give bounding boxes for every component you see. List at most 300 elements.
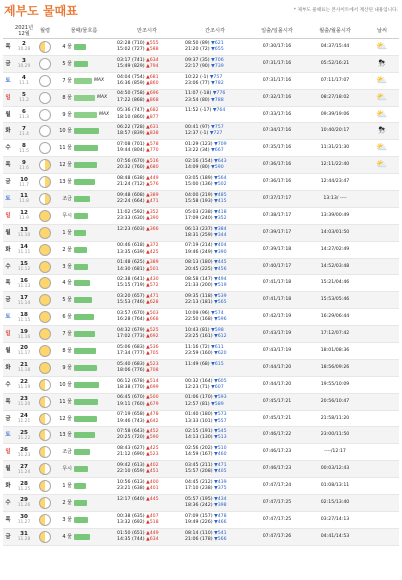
lunar-date: 11.26 — [17, 503, 31, 509]
weather-icon: ⛈ — [365, 55, 399, 72]
tide-time — [185, 351, 249, 357]
weekday: 월 — [3, 461, 13, 478]
tide-time-text: 08:43 (627) — [117, 446, 147, 452]
tide-flow-cell — [55, 376, 113, 393]
tide-name: 13 물 — [59, 179, 72, 186]
tide-time — [185, 233, 249, 239]
tide-change: ▲696 — [146, 91, 159, 97]
tide-flow — [55, 61, 113, 67]
tide-change: ▲402 — [146, 463, 159, 468]
tide-time — [185, 334, 249, 340]
tide-name: 10 물 — [59, 381, 72, 388]
low-tide-cell — [181, 140, 249, 157]
dow-header — [3, 23, 13, 39]
lunar-date: 11.6 — [19, 165, 29, 171]
lunar-date: 11.4 — [19, 131, 29, 137]
tide-time — [117, 216, 181, 222]
moon-cell — [35, 191, 55, 208]
lunar-date: 11.28 — [17, 537, 31, 543]
tide-bar — [74, 314, 94, 320]
tide-time-text: 03:45 (211) — [185, 463, 215, 468]
tide-time-text: 22:24 (664) — [117, 198, 147, 204]
table-row — [3, 292, 399, 309]
tide-time-text: 20:45 (225) — [185, 266, 215, 272]
low-tide-cell — [181, 427, 249, 444]
tide-bar — [74, 128, 99, 134]
tide-time — [117, 233, 181, 239]
low-tide-cell — [181, 292, 249, 309]
day-number: 4 — [22, 75, 26, 82]
low-tide-cell — [181, 528, 249, 545]
tide-time-text: 18:36 (242) — [185, 502, 215, 508]
tide-time — [185, 283, 249, 289]
tide-time-text: 02:56 (202) — [185, 446, 215, 452]
tide-change: ▼478 — [214, 513, 227, 519]
low-tide-cell — [181, 123, 249, 140]
weekday: 목 — [3, 157, 13, 174]
tide-flow — [55, 500, 113, 506]
lunar-date: 11.14 — [17, 300, 31, 306]
weather-icon — [365, 528, 399, 545]
moon-phase-icon — [39, 244, 51, 256]
table-row — [3, 55, 399, 72]
tide-change: ▲699 — [146, 384, 159, 390]
tide-name: 2 물 — [62, 499, 72, 506]
tide-change: ▼375 — [214, 486, 227, 492]
tide-time — [185, 47, 249, 53]
tide-time-text: 08:50 (89) — [185, 40, 212, 46]
table-row — [3, 191, 399, 208]
table-row — [3, 123, 399, 140]
weekday: 목 — [3, 39, 13, 56]
date-cell — [13, 207, 35, 224]
weather-icon — [365, 174, 399, 191]
date-cell — [13, 89, 35, 106]
tide-time-text: 02:16 (154) — [185, 158, 215, 164]
tide-time-text: 12:23 (603) — [117, 226, 147, 232]
tide-change: ▼564 — [214, 175, 227, 181]
tide-time — [185, 250, 249, 256]
moonrise-moonset: 12:11/22:40 — [305, 157, 365, 174]
tide-flow-header: 물때/물흐름 — [55, 23, 113, 39]
tide-time — [185, 81, 249, 87]
tide-change: ▼466 — [214, 519, 227, 525]
tide-change: ▼539 — [214, 294, 227, 300]
moon-phase-icon — [39, 176, 51, 188]
tide-time — [185, 452, 249, 458]
tide-change: ▼757 — [211, 125, 224, 131]
moonrise-moonset: 04:41/14:53 — [305, 528, 365, 545]
tide-time — [117, 486, 181, 492]
date-cell — [13, 326, 35, 343]
tide-bar — [74, 483, 86, 489]
tide-change: ▼593 — [214, 395, 227, 401]
tide-change: ▲770 — [146, 148, 159, 154]
lunar-date: 11.13 — [17, 283, 31, 289]
day-number: 23 — [20, 396, 28, 403]
tide-time — [185, 520, 249, 526]
tide-change: ▼513 — [214, 435, 227, 441]
tide-bar — [74, 162, 97, 168]
tide-change: ▼384 — [214, 226, 227, 232]
weather-icon — [365, 326, 399, 343]
weather-icon — [365, 309, 399, 326]
tide-time-text: 07:08 (701) — [117, 142, 147, 148]
tide-time-text: 14:59 (167) — [185, 452, 215, 458]
tide-name: 7 물 — [62, 331, 72, 338]
tide-name: 13 물 — [59, 432, 72, 439]
tide-name: 10 물 — [59, 128, 72, 135]
sunrise-sunset: 07:46/17:22 — [249, 427, 305, 444]
tide-time-text: 19:11 (760) — [117, 401, 147, 407]
moon-phase-icon — [39, 480, 51, 492]
tide-change: ▲471 — [146, 198, 159, 204]
moon-cell — [35, 275, 55, 292]
moon-cell — [35, 495, 55, 512]
tide-time — [185, 98, 249, 104]
moonrise-moonset: 16:29/06:44 — [305, 309, 365, 326]
tide-time — [185, 402, 249, 408]
moonrise-moonset: 17:12/07:42 — [305, 326, 365, 343]
tide-name: 무시 — [62, 212, 72, 219]
moon-phase-icon — [39, 429, 51, 441]
low-tide-cell — [181, 376, 249, 393]
max-label: MAX — [99, 111, 110, 117]
weekday: 화 — [3, 478, 13, 495]
tide-change: ▲425 — [146, 446, 159, 452]
tide-time-text: 07:58 (643) — [117, 429, 147, 435]
tide-time — [117, 334, 181, 340]
weekday: 목 — [3, 511, 13, 528]
tide-change: ▲400 — [146, 479, 159, 485]
tide-change: ▲708 — [146, 367, 159, 373]
sunrise-sunset: 07:34/17:16 — [249, 123, 305, 140]
date-cell — [13, 393, 35, 410]
day-number: 11 — [20, 193, 28, 200]
tide-time-text: 19:44 (804) — [117, 148, 147, 154]
tide-flow-cell — [55, 410, 113, 427]
tide-time-text: 17:09 (240) — [185, 215, 215, 221]
tide-change: ▼706 — [211, 57, 224, 63]
low-tide-cell — [181, 258, 249, 275]
tide-time-text: 07:09 (157) — [185, 513, 215, 519]
tide-change: ▲576 — [146, 182, 159, 188]
tide-time-text: 15:58 (193) — [185, 198, 215, 204]
tide-flow — [55, 348, 113, 354]
tide-bar — [74, 179, 95, 185]
sunrise-sunset: 07:32/17:16 — [249, 89, 305, 106]
tide-time — [117, 351, 181, 357]
low-tide-cell — [181, 343, 249, 360]
moonrise-moonset: 20:56/10:47 — [305, 393, 365, 410]
tide-time — [185, 469, 249, 475]
tide-flow-cell — [55, 72, 113, 89]
day-number: 15 — [20, 261, 28, 268]
tide-time-text: 07:56 (670) — [117, 158, 147, 164]
tide-change: ▲449 — [146, 530, 159, 536]
tide-change: ▼709 — [214, 142, 227, 148]
tide-flow — [55, 196, 113, 202]
tide-time-text: 21:20 (72) — [185, 46, 212, 52]
tide-time — [185, 148, 249, 154]
lunar-date: 11.27 — [17, 520, 31, 526]
weekday: 월 — [3, 106, 13, 123]
tide-bar — [74, 449, 90, 455]
weather-icon — [365, 258, 399, 275]
tide-bar — [74, 230, 86, 236]
tide-change: ▲679 — [146, 401, 159, 407]
moon-cell — [35, 123, 55, 140]
tide-time — [117, 300, 181, 306]
tide-time — [117, 385, 181, 391]
tide-time-text: 20:32 (760) — [117, 165, 147, 171]
sunrise-sunset: 07:47/17:25 — [249, 511, 305, 528]
weather-header: 날씨 — [365, 23, 399, 39]
moon-phase-icon — [39, 396, 51, 408]
tide-time — [117, 317, 181, 323]
sunrise-sunset: 07:47/17:24 — [249, 478, 305, 495]
moonrise-moonset: 11:31/21:30 — [305, 140, 365, 157]
tide-flow-cell — [55, 359, 113, 376]
tide-time — [117, 182, 181, 188]
moon-cell — [35, 343, 55, 360]
high-tide-cell — [113, 241, 181, 258]
table-row — [3, 241, 399, 258]
day-number: 8 — [22, 142, 26, 149]
tide-flow-cell — [55, 89, 113, 106]
tide-change: ▼439 — [214, 479, 227, 485]
table-row — [3, 376, 399, 393]
tide-flow — [55, 314, 113, 320]
tide-change: ▲668 — [146, 317, 159, 323]
tide-flow-cell — [55, 157, 113, 174]
moon-phase-icon — [39, 446, 51, 458]
tide-time-text: 21:24 (712) — [117, 182, 147, 188]
tide-change: ▲555 — [146, 40, 159, 46]
tide-change: ▼727 — [209, 131, 223, 137]
tide-time-text: 13:22 (34) — [185, 148, 212, 154]
tide-name: 무시 — [62, 466, 72, 473]
tide-time-text: 08:48 (638) — [117, 175, 147, 181]
moon-phase-icon — [39, 345, 51, 357]
tide-time — [117, 402, 181, 408]
high-tide-cell — [113, 191, 181, 208]
tide-bar — [74, 196, 90, 202]
tide-time-text: 17:02 (773) — [117, 334, 147, 340]
tide-bar — [74, 112, 97, 118]
date-cell — [13, 157, 35, 174]
moon-phase-icon — [39, 413, 51, 425]
tide-change: ▼494 — [214, 277, 227, 283]
moon-phase-icon — [39, 261, 51, 273]
moonrise-moonset: 08:27/18:02 — [305, 89, 365, 106]
tide-change: ▲523 — [146, 361, 159, 367]
high-tide-cell — [113, 174, 181, 191]
day-number: 13 — [20, 227, 28, 234]
table-row — [3, 393, 399, 410]
tide-bar — [74, 466, 88, 472]
lunar-date: 11.2 — [19, 98, 29, 104]
tide-change: ▲478 — [146, 412, 159, 418]
tide-time — [117, 537, 181, 543]
low-tide-cell — [181, 511, 249, 528]
tide-change: ▲366 — [146, 226, 159, 232]
tide-name: 4 물 — [62, 280, 72, 287]
tide-time — [117, 98, 181, 104]
lunar-date: 11.10 — [17, 233, 31, 239]
tide-name: 12 물 — [59, 415, 72, 422]
tide-time-text: 10:22 (-1) — [185, 74, 210, 80]
tide-time-text: 12:23 (71) — [185, 384, 212, 390]
tide-time-text: 01:06 (170) — [185, 395, 215, 401]
high-tide-cell — [113, 427, 181, 444]
sunrise-sunset: 07:35/17:16 — [249, 140, 305, 157]
moon-cell — [35, 39, 55, 56]
tide-time-text: 21:12 (690) — [117, 452, 147, 458]
weather-icon — [365, 376, 399, 393]
weather-icon — [365, 292, 399, 309]
tide-time-text: 22:17 (90) — [185, 63, 212, 69]
weather-icon — [365, 224, 399, 241]
tide-time-text: 09:42 (613) — [117, 463, 147, 468]
tide-time-text: 13:33 (101) — [185, 418, 215, 424]
tide-flow-cell — [55, 478, 113, 495]
tide-bar — [74, 95, 95, 101]
tide-time-text: 02:38 (641) — [117, 277, 147, 283]
moon-phase-icon — [39, 210, 51, 222]
moon-cell — [35, 444, 55, 461]
tide-time-text: 15:57 (208) — [185, 469, 215, 475]
tide-name: 11 물 — [59, 145, 72, 152]
tide-time-text: 23:54 (80) — [185, 97, 212, 103]
sunrise-header: 일출/일몰시각 — [249, 23, 305, 39]
tide-flow-cell — [55, 140, 113, 157]
lunar-date: 11.17 — [17, 351, 31, 357]
tide-time — [185, 131, 249, 137]
low-tide-cell — [181, 39, 249, 56]
weather-icon: ⛅ — [365, 89, 399, 106]
tide-flow — [55, 517, 113, 523]
day-number: 25 — [20, 429, 28, 436]
tide-bar — [74, 247, 87, 253]
tide-time — [117, 283, 181, 289]
tide-time — [117, 267, 181, 273]
day-number: 20 — [20, 345, 28, 352]
weather-icon — [365, 427, 399, 444]
tide-change: ▲390 — [146, 215, 159, 221]
date-cell — [13, 140, 35, 157]
high-tide-cell — [113, 343, 181, 360]
tide-bar — [74, 382, 99, 388]
table-row — [3, 528, 399, 545]
tide-change: ▼405 — [214, 469, 227, 475]
moon-cell — [35, 393, 55, 410]
tide-time-text: 04:50 (758) — [117, 91, 147, 97]
tide-change: ▲628 — [146, 300, 159, 306]
tide-bar — [74, 432, 95, 438]
low-tide-cell — [181, 157, 249, 174]
date-cell — [13, 55, 35, 72]
high-tide-cell — [113, 376, 181, 393]
high-tide-cell — [113, 106, 181, 123]
lunar-date: 11.25 — [17, 486, 31, 492]
table-row — [3, 359, 399, 376]
tide-time-text: 14:35 (744) — [117, 536, 147, 542]
tide-time-text: 12:37 (-1) — [185, 131, 210, 137]
tide-time-text: 07:19 (214) — [185, 243, 215, 249]
day-number: 14 — [20, 244, 28, 251]
tide-change: ▲692 — [146, 334, 159, 340]
weather-icon: ⛅ — [365, 140, 399, 157]
tide-change: ▼621 — [211, 40, 224, 46]
tide-time — [117, 148, 181, 154]
date-cell — [13, 427, 35, 444]
day-number: 17 — [20, 294, 28, 301]
date-cell — [13, 309, 35, 326]
tide-time — [117, 419, 181, 425]
tide-bar — [74, 61, 88, 67]
tide-time-text: 00:41 (97) — [185, 125, 212, 131]
low-tide-cell — [181, 241, 249, 258]
tide-change: ▲682 — [146, 108, 159, 114]
weekday: 일 — [3, 326, 13, 343]
tide-time-text: 15:00 (136) — [185, 182, 215, 188]
tide-time-text: 06:45 (670) — [117, 395, 147, 401]
tide-flow-cell — [55, 511, 113, 528]
weather-icon — [365, 495, 399, 512]
weather-icon: ⛅ — [365, 157, 399, 174]
moon-cell — [35, 292, 55, 309]
moonrise-moonset: 19:55/10:09 — [305, 376, 365, 393]
tide-flow-cell — [55, 444, 113, 461]
tide-change: ▲401 — [146, 486, 159, 492]
lunar-date: 10.28 — [17, 47, 31, 53]
weekday: 금 — [3, 55, 13, 72]
moonrise-moonset: 13:39/00:49 — [305, 207, 365, 224]
tide-change: ▼589 — [211, 401, 224, 407]
tide-change: ▼739 — [211, 63, 224, 69]
max-label: MAX — [97, 94, 108, 100]
high-tide-cell — [113, 326, 181, 343]
day-number: 5 — [22, 92, 26, 99]
high-tide-cell — [113, 72, 181, 89]
tide-change: ▲471 — [146, 294, 159, 300]
day-number: 6 — [22, 109, 26, 115]
moon-phase-icon — [39, 294, 51, 306]
low-tide-cell — [181, 72, 249, 89]
low-tide-cell — [181, 224, 249, 241]
moonrise-moonset: 13:13/ ---- — [305, 191, 365, 208]
tide-change: ▼502 — [214, 182, 227, 188]
tide-time-text: 23:59 (160) — [185, 350, 215, 356]
day-number: 19 — [20, 328, 28, 335]
tide-name: 8 물 — [62, 94, 72, 101]
tide-change: ▲523 — [146, 452, 159, 458]
tide-change: ▼607 — [211, 384, 224, 390]
tide-change: ▼611 — [211, 344, 224, 350]
weather-icon: ⛈ — [365, 123, 399, 140]
weekday: 토 — [3, 72, 13, 89]
table-row — [3, 444, 399, 461]
tide-change: ▲631 — [146, 125, 159, 131]
tide-time-text: 14:09 (80) — [185, 165, 212, 171]
weather-icon — [365, 343, 399, 360]
low-tide-cell — [181, 174, 249, 191]
tide-time-text: 21:06 (178) — [185, 536, 215, 542]
tide-time-text: 23:21 (638) — [117, 486, 147, 492]
table-row — [3, 174, 399, 191]
tide-change: ▲838 — [146, 131, 159, 137]
